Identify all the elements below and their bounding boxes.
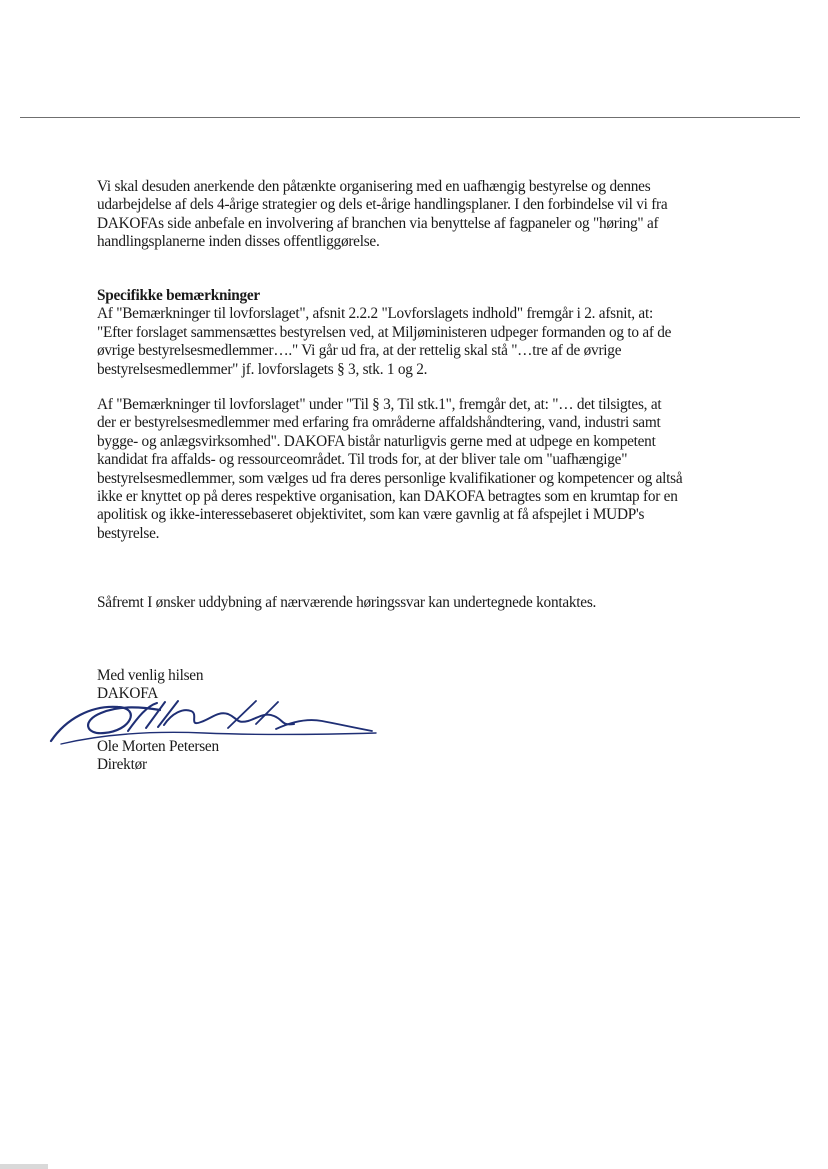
scan-edge-mark [0,1164,48,1169]
signer-block [97,738,397,775]
signer-name: Ole Morten Petersen [97,738,219,755]
specific-remarks-heading: Specifikke bemærkninger [97,287,260,304]
paragraph-line: handlingsplanerne inden disses offentliggørelse. [97,233,380,251]
paragraph-line: bestyrelsesmedlemmer, som vælges ud fra deres personlige kvalifikationer og kompetencer og altså [97,469,683,487]
contact-paragraph [97,594,737,612]
paragraph-line: Vi skal desuden anerkende den påtænkte organisering med en uafhængig bestyrelse og dennes [97,178,651,195]
closing-greeting: Med venlig hilsen [97,667,204,684]
paragraph-line: ikke er knyttet op på deres respektive organisation, kan DAKOFA betragtes som en krumtap for en [97,488,678,506]
opening-paragraph [97,178,737,252]
specific-remarks-section [97,287,737,379]
paragraph-line: bestyrelse. [97,524,160,542]
paragraph-line: kandidat fra affalds- og ressourceområdet. Til trods for, at der bliver tale om "uafhængige" [97,451,628,469]
paragraph-line: Af "Bemærkninger til lovforslaget", afsnit 2.2.2 "Lovforslagets indhold" fremgår i 2. afsnit, at: [97,305,653,323]
board-members-paragraph [97,396,737,543]
paragraph-line: bestyrelsesmedlemmer" jf. lovforslagets § 3, stk. 1 og 2. [97,360,428,378]
contact-line: Såfremt I ønsker uddybning af nærværende høringssvar kan undertegnede kontaktes. [97,594,597,611]
header-rule [20,117,800,118]
paragraph-line: "Efter forslaget sammensættes bestyrelsen ved, at Miljøministeren udpeger formanden og to af de [97,323,672,341]
paragraph-line: DAKOFAs side anbefale en involvering af branchen via benyttelse af fagpaneler og "høring" af [97,214,659,232]
paragraph-line: udarbejdelse af dels 4-årige strategier og dels et-årige handlingsplaner. I den forbindelse vil vi fra [97,196,668,214]
signer-title: Direktør [97,756,147,774]
paragraph-line: der er bestyrelsesmedlemmer med erfaring fra områderne affaldshåndtering, vand, industri samt [97,414,661,432]
closing-organization: DAKOFA [97,685,159,703]
paragraph-line: øvrige bestyrelsesmedlemmer…." Vi går ud fra, at der rettelig skal stå "…tre af de øvrige [97,342,622,360]
paragraph-line: apolitisk og ikke-interessebaseret objektivitet, som kan være gavnlig at få afspejlet i MUDP's [97,506,645,524]
paragraph-line: Af "Bemærkninger til lovforslaget" under "Til § 3, Til stk.1", fremgår det, at: "… det tilsigtes, at [97,396,662,413]
paragraph-line: bygge- og anlægsvirksomhed". DAKOFA bistår naturligvis gerne med at udpege en kompetent [97,432,656,450]
